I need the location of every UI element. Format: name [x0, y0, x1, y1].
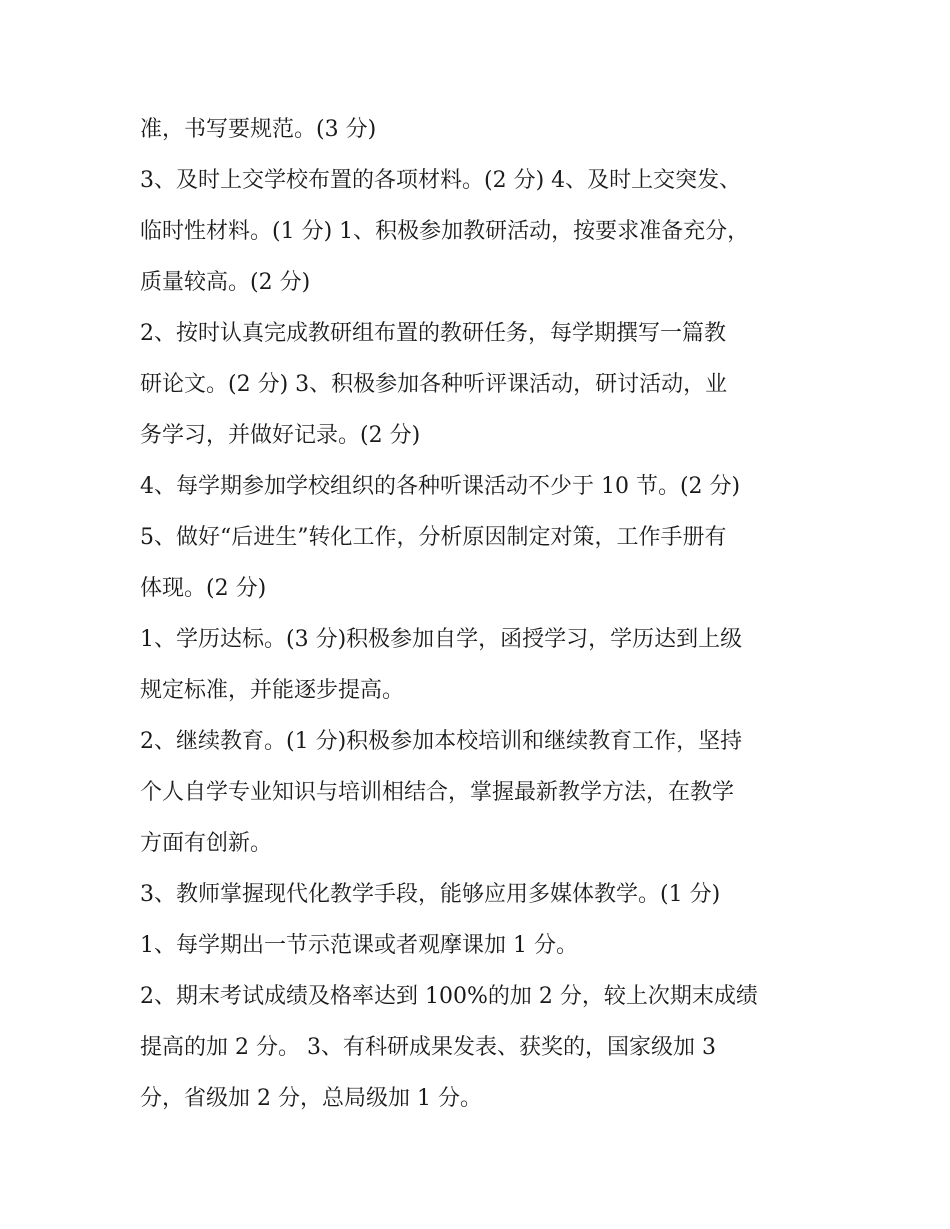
text-line: 个人自学专业知识与培训相结合，掌握最新教学方法，在教学	[140, 780, 735, 805]
text-line: 3、及时上交学校布置的各项材料。(2 分) 4、及时上交突发、	[140, 168, 742, 193]
text-line: 方面有创新。	[140, 831, 273, 856]
text-line: 研论文。(2 分) 3、积极参加各种听评课活动，研讨活动，业	[140, 372, 728, 397]
text-line: 1、每学期出一节示范课或者观摩课加 1 分。	[140, 933, 578, 958]
text-line: 提高的加 2 分。 3、有科研成果发表、获奖的，国家级加 3	[140, 1035, 716, 1060]
text-line: 4、每学期参加学校组织的各种听课活动不少于 10 节。(2 分)	[140, 474, 741, 499]
text-line: 2、按时认真完成教研组布置的教研任务，每学期撰写一篇教	[140, 321, 726, 346]
document-text-body	[140, 104, 830, 1124]
text-line: 5、做好“后进生”转化工作，分析原因制定对策，工作手册有	[140, 525, 727, 550]
text-line: 2、期末考试成绩及格率达到 100%的加 2 分，较上次期末成绩	[140, 984, 758, 1009]
text-line: 3、教师掌握现代化教学手段，能够应用多媒体教学。(1 分)	[140, 882, 721, 907]
text-line: 临时性材料。(1 分) 1、积极参加教研活动，按要求准备充分，	[140, 219, 750, 244]
text-line: 2、继续教育。(1 分)积极参加本校培训和继续教育工作，坚持	[140, 729, 743, 754]
text-line: 质量较高。(2 分)	[140, 270, 311, 295]
text-line: 1、学历达标。(3 分)积极参加自学，函授学习，学历达到上级	[140, 627, 743, 652]
text-line: 规定标准，并能逐步提高。	[140, 678, 405, 703]
text-line: 务学习，并做好记录。(2 分)	[140, 423, 421, 448]
text-line: 准，书写要规范。(3 分)	[140, 117, 377, 142]
text-line: 分，省级加 2 分，总局级加 1 分。	[140, 1086, 482, 1111]
text-line: 体现。(2 分)	[140, 576, 267, 601]
